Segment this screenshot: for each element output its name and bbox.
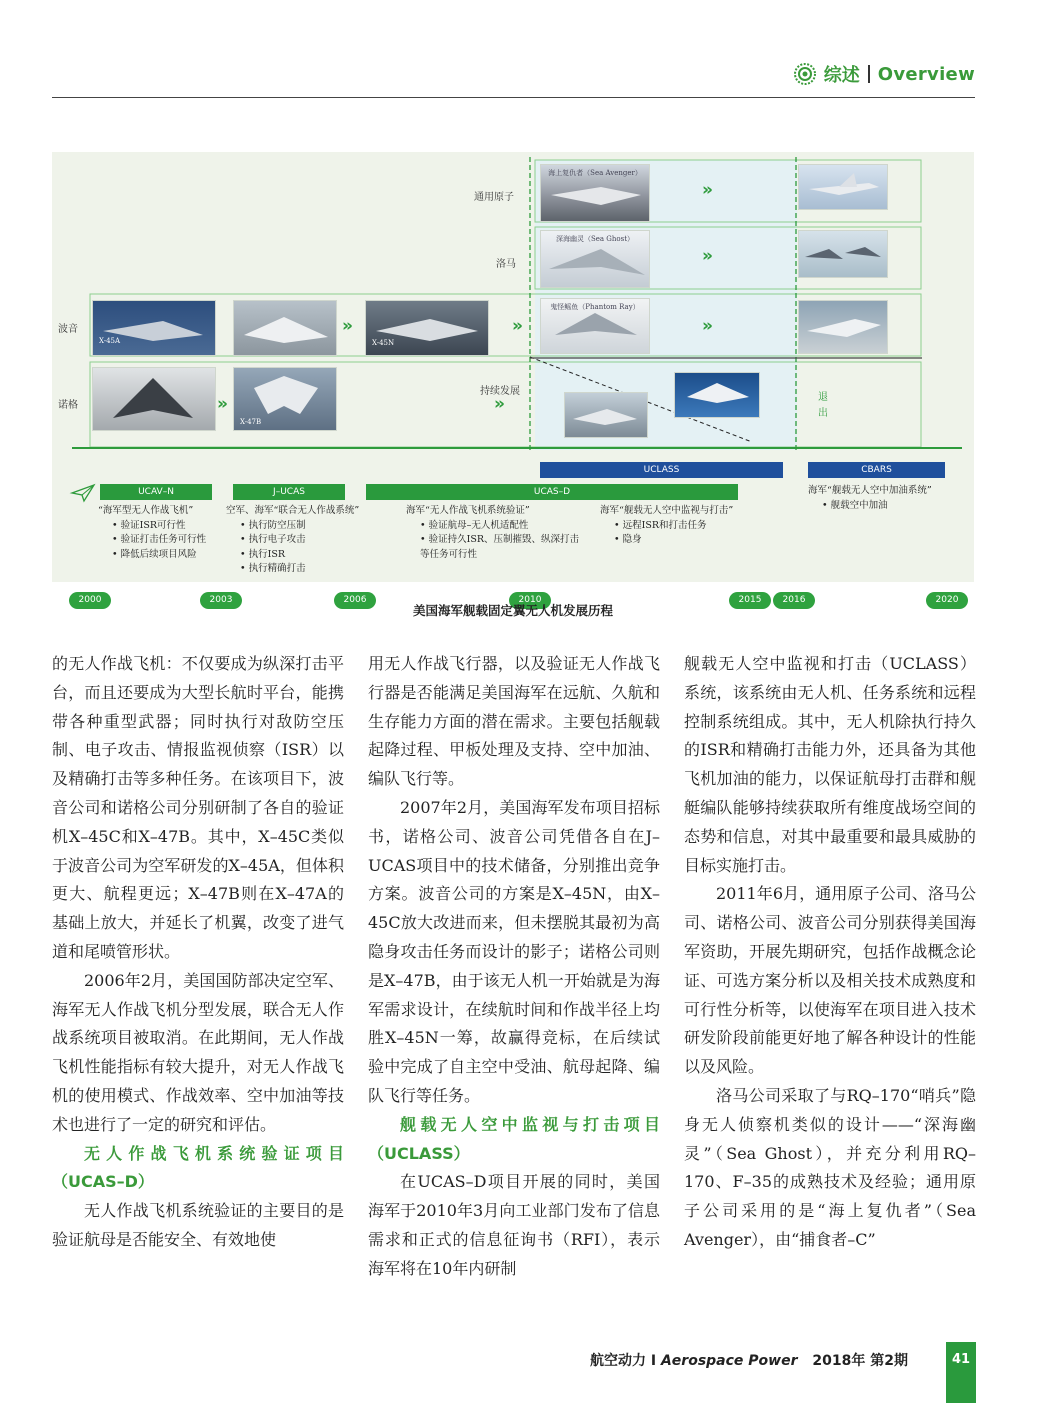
page-number: 41 [946,1342,976,1403]
year-2006: 2006 [334,592,376,609]
photo-ga-successor [798,164,888,210]
page-header [52,55,975,98]
desc-jucas: 空军、海军“联合无人作战系统” • 执行防空压制 • 执行电子攻击 • 执行ISR • 执行精确打击 [226,504,359,577]
paragraph: 无人作战飞机系统验证的主要目的是验证航母是否能安全、有效地使 [52,1201,344,1249]
paragraph: 洛马公司采取了与RQ–170“哨兵”隐身无人侦察机类似的设计——“深海幽灵”（Sea Ghost），并充分利用RQ–170、F–35的成熟技术及经验；通用原子公司采用的是“海上复仇者”（Sea Avenger），由“捕食者–C” [684,1085,976,1249]
journal-logo-icon [794,63,816,85]
chevron-right-icon: » [702,246,713,266]
header-divider [868,65,870,83]
column-3 [684,650,976,1255]
photo-sea-ghost: 深海幽灵（Sea Ghost） [540,230,650,288]
section-heading-ucasd: 无人作战飞机系统验证项目（UCAS–D） [52,1143,344,1192]
page-footer [590,1350,908,1370]
photo-x47b-carrier [564,392,648,438]
paragraph: 的无人作战飞机：不仅要成为纵深打击平台，而且还要成为大型长航时平台，能携带各种重型武器；同时执行对敌防空压制、电子攻击、情报监视侦察（ISR）以及精确打击等多种任务。在该项目下，波音公司和诺格公司分别研制了各自的验证机X–45C和X–47B。其中，X–45C类似于波音公司为空军研发的X–45A，但体积更大、航程更远；X–47B则在X–47A的基础上放大，并延长了机翼，改变了进气道和尾喷管形状。 [52,654,344,961]
chevron-right-icon: » [512,316,523,336]
year-2016: 2016 [773,592,815,609]
figure-caption: 美国海军舰载固定翼无人机发展历程 [412,603,613,618]
paragraph: 舰载无人空中监视和打击（UCLASS）系统，该系统由无人机、任务系统和远程控制系统组成。其中，无人机除执行持久的ISR和精确打击能力外，还具备为其他飞机加油的能力，以保证航母打击群和舰艇编队能够持续获取所有维度战场空间的态势和信息，对其中最重要和最具威胁的目标实施打击。 [684,654,976,875]
chevron-right-icon: » [702,316,713,336]
row-label-northrop: 诺格 [58,400,78,411]
year-2010: 2010 [509,592,551,609]
photo-x47b-flight [674,372,760,418]
section-title-en: Overview [877,63,975,85]
paragraph: 用无人作战飞行器，以及验证无人作战飞行器是否能满足美国海军在远航、久航和生存能力方面的潜在需求。主要包括舰载起降过程、甲板处理及支持、空中加油、编队飞行等。 [368,654,660,789]
sustained-label: 持续发展 [480,386,520,397]
timeline-figure [52,152,974,605]
section-title-cn: 综述 [823,65,860,86]
column-1 [52,650,344,1255]
photo-x45n: X-45N [365,300,489,356]
desc-ucavn: “海军型无人作战飞机” • 验证ISR可行性 • 验证打击任务可行性 • 降低后续项目风险 [98,504,206,562]
photo-x45a: X-45A [92,300,216,356]
chevron-right-icon: » [494,394,505,414]
program-jucas: J–UCAS [233,484,345,500]
desc-uclass: 海军“舰载无人空中监视与打击” • 远程ISR和打击任务 • 隐身 [600,504,733,548]
header-section [794,61,975,87]
year-2020: 2020 [926,592,968,609]
journal-name-en: Aerospace Power [660,1353,798,1369]
chevron-right-icon: » [702,180,713,200]
year-2015: 2015 [729,592,771,609]
paragraph: 2007年2月，美国海军发布项目招标书，诺格公司、波音公司凭借各自在J–UCAS项目中的技术储备，分别推出竞争方案。波音公司的方案是X–45N，由X–45C放大改进而来，但未摆脱其最初为高隐身攻击任务而设计的影子；诺格公司则是X–47B，由于该无人机一开始就是为海军需求设计，在续航时间和作战半径上均胜X–45N一筹，故赢得竞标，在后续试验中完成了自主空中受油、航母起降、编队飞行等任务。 [368,797,660,1105]
program-ucasd: UCAS–D [366,484,738,500]
photo-x47b: X-47B [233,367,337,431]
issue-label: 2018年 第2期 [812,1353,908,1369]
column-2 [368,650,660,1284]
row-label-lockheed: 洛马 [496,259,516,270]
program-ucavn: UCAV–N [100,484,212,500]
desc-ucasd: 海军“无人作战飞机系统验证” • 验证航母–无人机适配性 • 验证持久ISR、压制摧毁、纵深打击等任务可行性 [406,504,586,562]
photo-x45c [233,300,337,356]
photo-x47a [92,367,216,431]
chevron-right-icon: » [217,394,228,414]
row-label-boeing: 波音 [58,324,78,335]
year-2000: 2000 [69,592,111,609]
retire-label: 退出 [818,392,828,419]
paragraph: 在UCAS–D项目开展的同时，美国海军于2010年3月向工业部门发布了信息需求和正式的信息征询书（RFI），表示海军将在10年内研制 [368,1172,660,1278]
photo-boeing-successor [798,300,888,354]
row-label-general-atomics: 通用原子 [474,192,514,203]
section-heading-uclass: 舰载无人空中监视与打击项目（UCLASS） [368,1114,660,1163]
journal-name-cn: 航空动力 [590,1353,646,1369]
paragraph: 2006年2月，美国国防部决定空军、海军无人作战飞机分型发展，联合无人作战系统项目被取消。在此期间，无人作战飞机性能指标有较大提升，对无人作战飞机的使用模式、作战效率、空中加油等技术也进行了一定的研究和评估。 [52,970,344,1134]
chevron-right-icon: » [342,316,353,336]
year-2003: 2003 [200,592,242,609]
program-uclass: UCLASS [540,462,783,478]
paragraph: 2011年6月，通用原子公司、洛马公司、诺格公司、波音公司分别获得美国海军资助，开展先期研究，包括作战概念论证、可选方案分析以及相关技术成熟度和可行性分析等，以使海军在项目进入技术研发阶段前能更好地了解各种设计的性能以及风险。 [684,884,976,1077]
photo-phantom-ray: 鬼怪鳐鱼（Phantom Ray） [540,298,650,354]
desc-cbars: 海军“舰载无人空中加油系统” • 舰载空中加油 [808,484,932,513]
photo-lm-successor [798,230,888,278]
photo-sea-avenger: 海上复仇者（Sea Avenger） [540,164,650,222]
program-cbars: CBARS [808,462,945,478]
footer-divider: I [650,1353,657,1369]
